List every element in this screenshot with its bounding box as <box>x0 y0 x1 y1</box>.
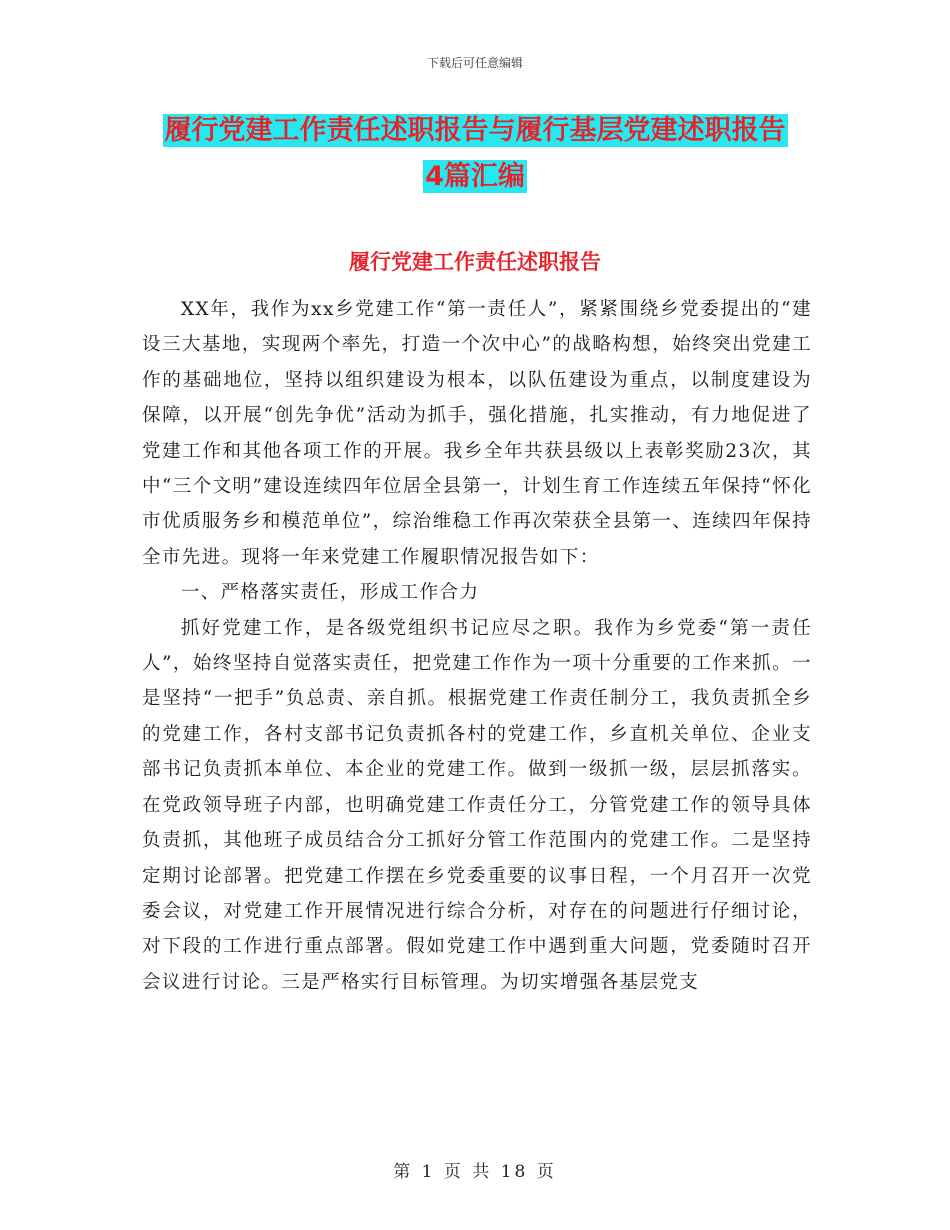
section-title: 履行党建工作责任述职报告 <box>349 250 601 274</box>
paragraph: XX年，我作为xx乡党建工作“第一责任人”，紧紧围绕乡党委提出的“建设三大基地，实现两个率先，打造一个次中心”的战略构想，始终突出党建工作的基础地位，坚持以组织建设为根本，以队伍建设为重点，以制度建设为保障，以开展“创先争优”活动为抓手，强化措施，扎实推动，有力地促进了党建工作和其他各项工作的开展。我乡全年共获县级以上表彰奖励23次，其中“三个文明”建设连续四年位居全县第一，计划生育工作连续五年保持“怀化市优质服务乡和模范单位”，综治维稳工作再次荣获全县第一、连续四年保持全市先进。现将一年来党建工作履职情况报告如下： <box>142 299 812 568</box>
paragraph-heading: 一、严格落实责任，形成工作合力 <box>180 582 480 604</box>
title-line-1: 履行党建工作责任述职报告与履行基层党建述职报告 <box>164 115 786 146</box>
paragraph: 抓好党建工作，是各级党组织书记应尽之职。我作为乡党委“第一责任人”，始终坚持自觉落实责任，把党建工作作为一项十分重要的工作来抓。一是坚持“一把手”负总责、亲自抓。根据党建工作责任制分工，我负责抓全乡的党建工作，各村支部书记负责抓各村的党建工作，乡直机关单位、企业支部书记负责抓本单位、本企业的党建工作。做到一级抓一级，层层抓落实。在党政领导班子内部，也明确党建工作责任分工，分管党建工作的领导具体负责抓，其他班子成员结合分工抓好分管工作范围内的党建工作。二是坚持定期讨论部署。把党建工作摆在乡党委重要的议事日程，一个月召开一次党委会议，对党建工作开展情况进行综合分析，对存在的问题进行仔细讨论，对下段的工作进行重点部署。假如党建工作中遇到重大问题，党委随时召开会议进行讨论。三是严格实行目标管理。为切实增强各基层党支 <box>142 617 812 993</box>
title-line-2: 4篇汇编 <box>425 161 525 192</box>
document-title <box>140 108 810 200</box>
header-note: 下载后可任意编辑 <box>426 56 523 70</box>
page-footer: 第 1 页 共 18 页 <box>393 1162 557 1182</box>
document-body <box>142 292 812 1000</box>
